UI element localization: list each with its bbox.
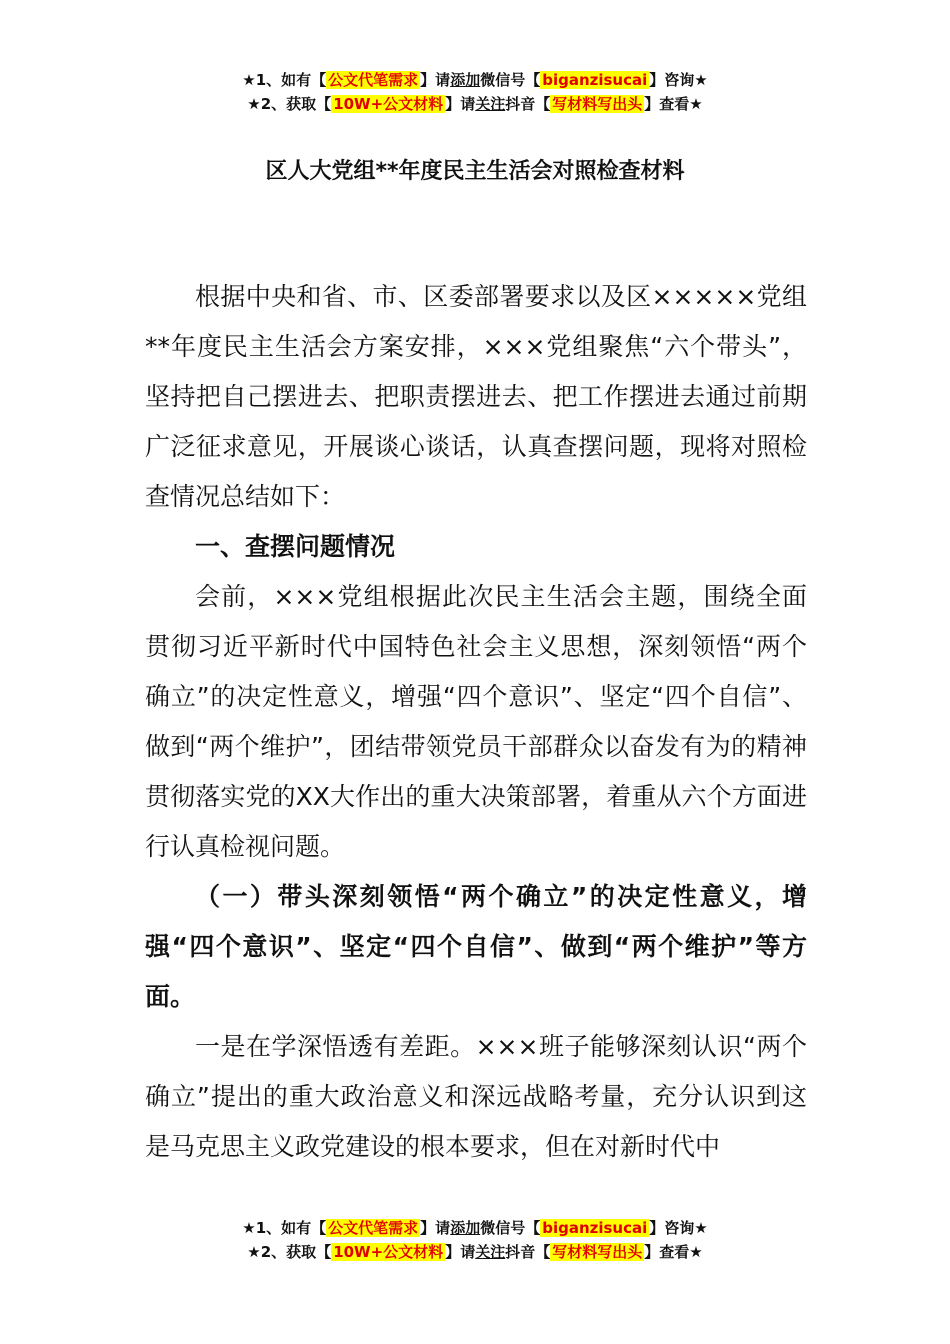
subsection-heading: （一）带头深刻领悟“两个确立”的决定性意义，增强“四个意识”、坚定“四个自信”、做到“两个维护”等方面。 [145,882,807,1011]
promo-line-2 [0,92,950,116]
promo-banner-top [0,68,950,116]
promo-text: 抖音【 [505,1243,551,1261]
promo-banner-bottom [0,1216,950,1264]
promo-highlight: 写材料写出头 [552,1243,643,1261]
promo-line-2 [0,1240,950,1264]
promo-text: 】请 [420,71,451,89]
promo-text: ★1、如有【 [242,1219,327,1237]
intro-paragraph: 根据中央和省、市、区委部署要求以及区×××××党组**年度民主生活会方案安排，×××党组聚焦“六个带头”，坚持把自己摆进去、把职责摆进去、把工作摆进去通过前期广泛征求意见，开展谈心谈话，认真查摆问题，现将对照检查情况总结如下： [145,282,807,511]
promo-highlight: 10W+公文材料 [333,1243,444,1261]
promo-text: 抖音【 [505,95,551,113]
document-body [145,272,807,1172]
promo-text: 微信号【 [480,1219,541,1237]
promo-highlight: 公文代笔需求 [328,1219,419,1237]
promo-line-1 [0,1216,950,1240]
promo-text: 】咨询★ [649,71,708,89]
promo-text: ★2、获取【 [247,1243,332,1261]
promo-line-1 [0,68,950,92]
promo-highlight: biganzisucai [542,1219,648,1237]
promo-highlight: 公文代笔需求 [328,71,419,89]
promo-text: ★1、如有【 [242,71,327,89]
promo-underline: 添加 [450,1219,481,1237]
body-paragraph: 一是在学深悟透有差距。×××班子能够深刻认识“两个确立”提出的重大政治意义和深远战略考量，充分认识到这是马克思主义政党建设的根本要求，但在对新时代中 [145,1032,807,1161]
body-paragraph: 会前，×××党组根据此次民主生活会主题，围绕全面贯彻习近平新时代中国特色社会主义思想，深刻领悟“两个确立”的决定性意义，增强“四个意识”、坚定“四个自信”、做到“两个维护”，团结带领党员干部群众以奋发有为的精神贯彻落实党的XX大作出的重大决策部署，着重从六个方面进行认真检视问题。 [145,582,807,861]
promo-text: 】请 [420,1219,451,1237]
promo-text: 】查看★ [644,95,703,113]
promo-text: 】查看★ [644,1243,703,1261]
promo-text: ★2、获取【 [247,95,332,113]
promo-underline: 关注 [475,1243,506,1261]
promo-text: 】咨询★ [649,1219,708,1237]
promo-text: 微信号【 [480,71,541,89]
promo-underline: 添加 [450,71,481,89]
promo-highlight: biganzisucai [542,71,648,89]
promo-highlight: 10W+公文材料 [333,95,444,113]
document-title: 区人大党组**年度民主生活会对照检查材料 [265,159,685,184]
promo-text: 】请 [445,95,476,113]
promo-text: 】请 [445,1243,476,1261]
section-heading: 一、查摆问题情况 [195,532,396,561]
promo-highlight: 写材料写出头 [552,95,643,113]
promo-underline: 关注 [475,95,506,113]
